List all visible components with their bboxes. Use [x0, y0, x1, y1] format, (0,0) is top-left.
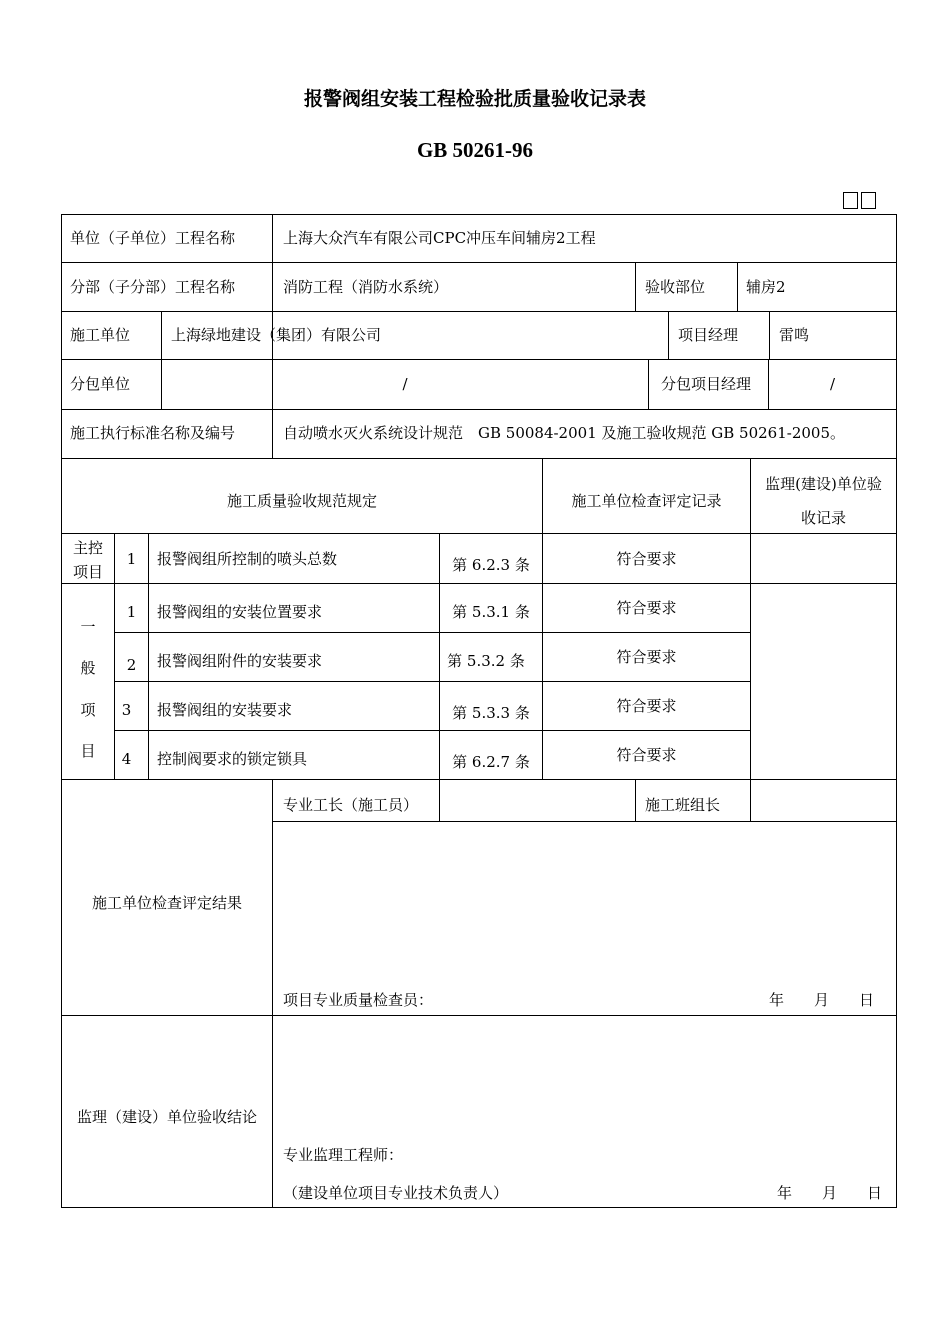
row-divider: [61, 458, 897, 459]
owner-technical-lead-label: （建设单位项目专业技术负责人）: [283, 1184, 509, 1202]
row-divider: [61, 1015, 897, 1016]
general-items-label-char: 项: [80, 701, 96, 719]
row-divider: [61, 409, 897, 410]
unit-label: 单位（子单位）工程名称: [70, 229, 236, 247]
row-divider: [272, 821, 897, 822]
general-item-clause: 第 6.2.7 条: [452, 753, 530, 771]
contractor-label: 施工单位: [70, 326, 131, 344]
record-no-box: [843, 192, 858, 209]
main-items-label-line2: 项目: [72, 563, 103, 581]
contractor-check-label: 施工单位检查评定结果: [91, 894, 242, 912]
col-divider: [737, 262, 738, 311]
row-divider: [114, 730, 751, 731]
table-border: [896, 214, 897, 1208]
checkbox-group: [843, 192, 876, 209]
general-item-number: 1: [126, 603, 137, 621]
acceptance-part-value: 辅房2: [746, 278, 786, 296]
general-items-label-char: 般: [80, 659, 96, 677]
general-item-clause: 第 5.3.1 条: [452, 603, 530, 621]
page-title: 报警阀组安装工程检验批质量验收记录表: [303, 88, 646, 110]
col-divider: [439, 533, 440, 822]
team-leader-label: 施工班组长: [645, 796, 721, 814]
general-item-number: 3: [121, 701, 132, 719]
col-divider: [668, 311, 669, 359]
main-item-result: 符合要求: [616, 550, 677, 568]
col-divider: [648, 359, 649, 409]
standard-value: 自动喷水灭火系统设计规范 GB 50084-2001 及施工验收规范 GB 50261-2005。: [283, 424, 846, 442]
general-item-result: 符合要求: [616, 599, 677, 617]
row-divider: [61, 262, 897, 263]
col-divider: [635, 262, 636, 311]
main-item-description: 报警阀组所控制的喷头总数: [157, 550, 338, 568]
row-divider: [61, 533, 897, 534]
col-divider: [750, 458, 751, 780]
sub-project-manager-label: 分包项目经理: [661, 375, 752, 393]
supervision-engineer-label: 专业监理工程师：: [283, 1146, 404, 1164]
row-divider: [61, 583, 897, 584]
table-border: [61, 214, 897, 215]
general-item-description: 控制阀要求的锁定锁具: [157, 750, 308, 768]
division-label: 分部（子分部）工程名称: [70, 278, 236, 296]
col-divider: [750, 779, 751, 821]
standard-label: 施工执行标准名称及编号: [70, 424, 236, 442]
general-item-number: 2: [126, 656, 137, 674]
subcontractor-value: /: [402, 375, 408, 393]
table-border: [61, 1207, 897, 1208]
main-item-number: 1: [126, 550, 137, 568]
main-item-clause: 第 6.2.3 条: [452, 556, 530, 574]
row-divider: [114, 681, 751, 682]
division-value: 消防工程（消防水系统）: [283, 278, 449, 296]
general-item-description: 报警阀组的安装要求: [157, 701, 293, 719]
general-item-clause: 第 5.3.3 条: [452, 704, 530, 722]
supervision-column-header-line1: 监理(建设)单位验: [765, 475, 882, 493]
col-divider: [272, 779, 273, 1208]
general-item-number: 4: [121, 750, 132, 768]
supervision-column-header-line2: 收记录: [800, 509, 846, 527]
supervision-conclusion-label: 监理（建设）单位验收结论: [76, 1108, 257, 1126]
general-item-result: 符合要求: [616, 746, 677, 764]
general-item-result: 符合要求: [616, 697, 677, 715]
quality-inspector-label: 项目专业质量检查员：: [283, 991, 434, 1009]
supervision-date: 年 月 日: [777, 1184, 883, 1202]
general-item-clause: 第 5.3.2 条: [447, 652, 525, 670]
general-items-label-char: 目: [80, 742, 96, 760]
spec-column-header: 施工质量验收规范规定: [226, 492, 377, 510]
row-divider: [114, 632, 751, 633]
unit-value: 上海大众汽车有限公司CPC冲压车间辅房2工程: [283, 229, 596, 247]
col-divider: [148, 533, 149, 780]
general-item-description: 报警阀组的安装位置要求: [157, 603, 323, 621]
row-divider: [61, 311, 897, 312]
standard-code: GB 50261-96: [416, 138, 534, 162]
record-no-box: [861, 192, 876, 209]
contractor-value: 上海绿地建设（集团）有限公司: [171, 326, 382, 344]
row-divider: [61, 779, 897, 780]
col-divider: [161, 311, 162, 409]
col-divider: [635, 779, 636, 821]
project-manager-value: 雷鸣: [779, 326, 810, 344]
row-divider: [61, 359, 897, 360]
sub-project-manager-value: /: [829, 375, 836, 393]
col-divider: [769, 311, 770, 359]
project-manager-label: 项目经理: [678, 326, 739, 344]
inspection-date: 年 月 日: [769, 991, 875, 1009]
acceptance-part-label: 验收部位: [645, 278, 706, 296]
general-item-result: 符合要求: [616, 648, 677, 666]
general-items-label-char: 一: [80, 618, 96, 636]
main-items-label-line1: 主控: [72, 539, 103, 557]
record-column-header: 施工单位检查评定记录: [571, 492, 722, 510]
foreman-label: 专业工长（施工员）: [283, 796, 419, 814]
general-item-description: 报警阀组附件的安装要求: [157, 652, 323, 670]
subcontractor-label: 分包单位: [70, 375, 131, 393]
